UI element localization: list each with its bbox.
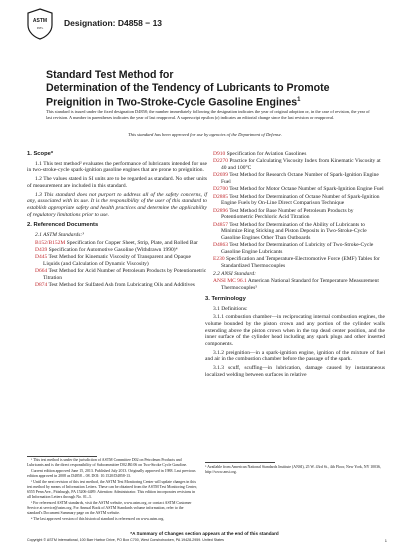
ref-title: Test Method for Determination of the Ability of Lubricants to Minimize Ring Sticking and Piston Deposits in Two-Stroke-Cycle Gasoline Engines Other Than Outboards — [221, 221, 367, 241]
ref-code[interactable]: D4863 — [213, 242, 228, 249]
term-p1: 3.1.1 combustion chamber—in reciprocating internal combustion engines, the volume bounded by the piston crown and any portion of the cylinder walls extending above the piston crown when in the top dead center position, and the inner surface of the cylinder head including any spark plugs and other inserted components. — [205, 314, 385, 348]
footnote-divider — [27, 456, 97, 457]
ref-title: Test Method for Acid Number of Petroleum Products by Potentiometric Titration — [43, 268, 207, 282]
ref-right-8[interactable] — [213, 256, 385, 269]
ref-title: Test Method for Kinematic Viscosity of Transparent and Opaque Liquids (and Calculation of Dynamic Viscosity) — [43, 254, 191, 268]
ref-right-2[interactable] — [213, 172, 385, 185]
ref-title: Test Method for Determination of Octane Number of Spark-Ignition Engine Fuels by On-Line Direct Comparison Technique — [221, 193, 380, 207]
ref-right-7[interactable] — [213, 242, 385, 255]
terminology-heading: 3. Terminology — [205, 295, 246, 302]
dept-note: This standard has been approved for use by agencies of the Department of Defense. — [128, 132, 282, 137]
ref-code[interactable]: D4857 — [213, 221, 228, 228]
scope-p3: 1.3 This standard does not purport to address all of the safety concerns, if any, associated with its use. It is the responsibility of the user of this standard to establish appropriate safety and health practices and determine the applicability of regulatory limitations prior to use. — [27, 191, 207, 218]
footnote-1b: Current edition approved June 15, 2013. Published July 2013. Originally approved in 1988. Last previous edition approved in 2008 as D4858 – 08. DOI: 10.1520/D4858-13. — [27, 469, 196, 478]
ref-code[interactable]: B152/B152M — [35, 239, 66, 246]
designation: Designation: D4858 − 13 — [64, 18, 163, 28]
left-refs-list — [27, 240, 207, 289]
footnote-divider-right — [205, 462, 275, 463]
footnote-5: ⁵ Available from American National Standards Institute (ANSI), 25 W. 43rd St., 4th Floor, New York, NY 10036, http://www.ansi.org. — [205, 465, 381, 474]
terminology-sub: 3.1 Definitions: — [213, 305, 248, 312]
ref-code[interactable]: D874 — [35, 282, 48, 289]
title-line-1: Standard Test Method for — [46, 69, 174, 81]
ref-title: Test Method for Base Number of Petroleum Products by Potentiometric Perchloric Acid Titration — [221, 207, 354, 221]
page-number: 1 — [384, 538, 387, 543]
ref-left-2[interactable] — [35, 254, 207, 267]
ref-code[interactable]: E230 — [213, 256, 225, 263]
footnotes — [27, 458, 199, 523]
footnote-4: ⁴ The last approved version of this historical standard is referenced on www.astm.org. — [31, 516, 165, 521]
title-line-2: Determination of the Tendency of Lubricants to Promote — [46, 81, 330, 94]
ref-code[interactable]: D2700 — [213, 186, 228, 193]
footnote-2: ² Until the next revision of this test method, the ASTM Test Monitoring Center will update changes in this test method by means of Information Letters. These can be obtained from the ASTM Test Monitoring Center, 6555 Penn Ave., Pittsburgh, PA 15206-4489. Attention: Administrator. This edition incorporates revisions in all Information Letters through No. 01–3. — [27, 480, 197, 499]
term-p3: 3.1.3 scuff, scuffing—in lubrication, damage caused by instantaneous localized welding between surfaces in relative — [205, 365, 385, 378]
page-header — [27, 8, 387, 48]
ref-code[interactable]: D2270 — [213, 158, 228, 165]
footnote-1: ¹ This test method is under the jurisdiction of ASTM Committee D02 on Petroleum Products and Lubricants and is the direct responsibility of Subcommittee D02.B0.06 on Two-Stroke Cycle Gasoline. — [27, 458, 188, 467]
scope-p2: 1.2 The values stated in SI units are to be regarded as standard. No other units of measurement are included in this standard. — [27, 176, 207, 189]
issued-note: This standard is issued under the fixed designation D4858; the number immediately following the designation indicates the year of original adoption or, in the case of revision, the year of last revision. A number in parentheses indicates the year of last reapproval. A superscript epsilon (ε) indicates an editorial change since the last revision or reapproval. — [46, 109, 370, 120]
right-refs-list — [205, 151, 385, 270]
ref-right-6[interactable] — [213, 222, 385, 242]
ref-title: Test Method for Sulfated Ash from Lubricating Oils and Additives — [47, 282, 195, 289]
copyright: Copyright © ASTM International, 100 Barr Harbor Drive, PO Box C700, West Conshohocken, PA 19428-2959. United States — [27, 538, 224, 542]
document-title — [46, 69, 366, 109]
scope-heading: 1. Scope* — [27, 151, 54, 157]
ref-code[interactable]: D439 — [35, 247, 48, 254]
ref-right-1[interactable] — [213, 158, 385, 171]
term-p2: 3.1.2 preignition—in a spark-ignition engine, ignition of the mixture of fuel and air in the combustion chamber before the passage of the spark. — [205, 349, 385, 363]
footnote-3: ³ For referenced ASTM standards, visit the ASTM website, www.astm.org, or contact ASTM Customer Service at service@astm.org. For Annual Book of ASTM Standards volume information, refer to the standard's Document Summary page on the ASTM website. — [27, 500, 192, 515]
svg-text:ASTM: ASTM — [32, 18, 48, 24]
ref-right-4[interactable] — [213, 194, 385, 207]
ref-title: Specification and Temperature-Electromotive Force (EMF) Tables for Standardized Thermocouples — [221, 256, 380, 269]
ref-left-0[interactable] — [35, 240, 207, 247]
ref-title: Practice for Calculating Viscosity Index from Kinematic Viscosity at 40 and 100°C — [221, 158, 381, 171]
scope-p1: 1.1 This test method² evaluates the performance of lubricants intended for use in two-stroke-cycle spark-ignition gasoline engines that are prone to preignition. — [27, 160, 207, 174]
ref-title: Specification for Automotive Gasoline (Withdrawn 1990)⁴ — [47, 247, 178, 254]
ref-left-3[interactable] — [35, 268, 207, 281]
title-footnote-mark: 1 — [297, 97, 301, 103]
ref-right-0[interactable] — [213, 151, 385, 158]
ref-title: Test Method for Determination of Lubricity of Two-Stroke-Cycle Gasoline Engine Lubricants — [221, 242, 374, 255]
ref-title: Specification for Aviation Gasolines — [225, 151, 307, 157]
ref-title: Test Method for Motor Octane Number of Spark-Ignition Engine Fuel — [227, 186, 384, 193]
ref-title: Test Method for Research Octane Number of Spark-Ignition Engine Fuel — [221, 172, 379, 185]
ref-code[interactable]: D445 — [35, 254, 48, 261]
svg-text:INTL: INTL — [36, 26, 44, 30]
ref-left-1[interactable] — [35, 247, 207, 254]
ansi-ref[interactable]: ANSI MC 96.1 American National Standard for Temperature Measurement Thermocouples⁵ — [213, 278, 379, 292]
right-column — [205, 151, 385, 381]
ref-title: Specification for Copper Sheet, Strip, Plate, and Rolled Bar — [65, 239, 198, 246]
ref-code[interactable]: D2896 — [213, 207, 228, 214]
title-line-3: Preignition in Two-Stroke-Cycle Gasoline Engines$^1$ — [46, 96, 301, 109]
left-column — [27, 151, 207, 290]
ref-left-4[interactable] — [35, 282, 207, 289]
summary-note: *A Summary of Changes section appears at the end of this standard — [130, 531, 279, 536]
ref-code[interactable]: D664 — [35, 268, 48, 275]
refs-sub1: 2.1 ASTM Standards:³ — [35, 232, 84, 239]
ref-right-5[interactable] — [213, 208, 385, 221]
refs-sub2: 2.2 ANSI Standard: — [213, 270, 256, 277]
astm-logo-icon — [27, 8, 53, 40]
refs-heading: 2. Referenced Documents — [27, 222, 99, 229]
ref-code[interactable]: D2699 — [213, 172, 228, 179]
ref-right-3[interactable] — [213, 186, 385, 193]
ref-code[interactable]: D910 — [213, 151, 226, 157]
ref-code[interactable]: D2885 — [213, 193, 228, 200]
